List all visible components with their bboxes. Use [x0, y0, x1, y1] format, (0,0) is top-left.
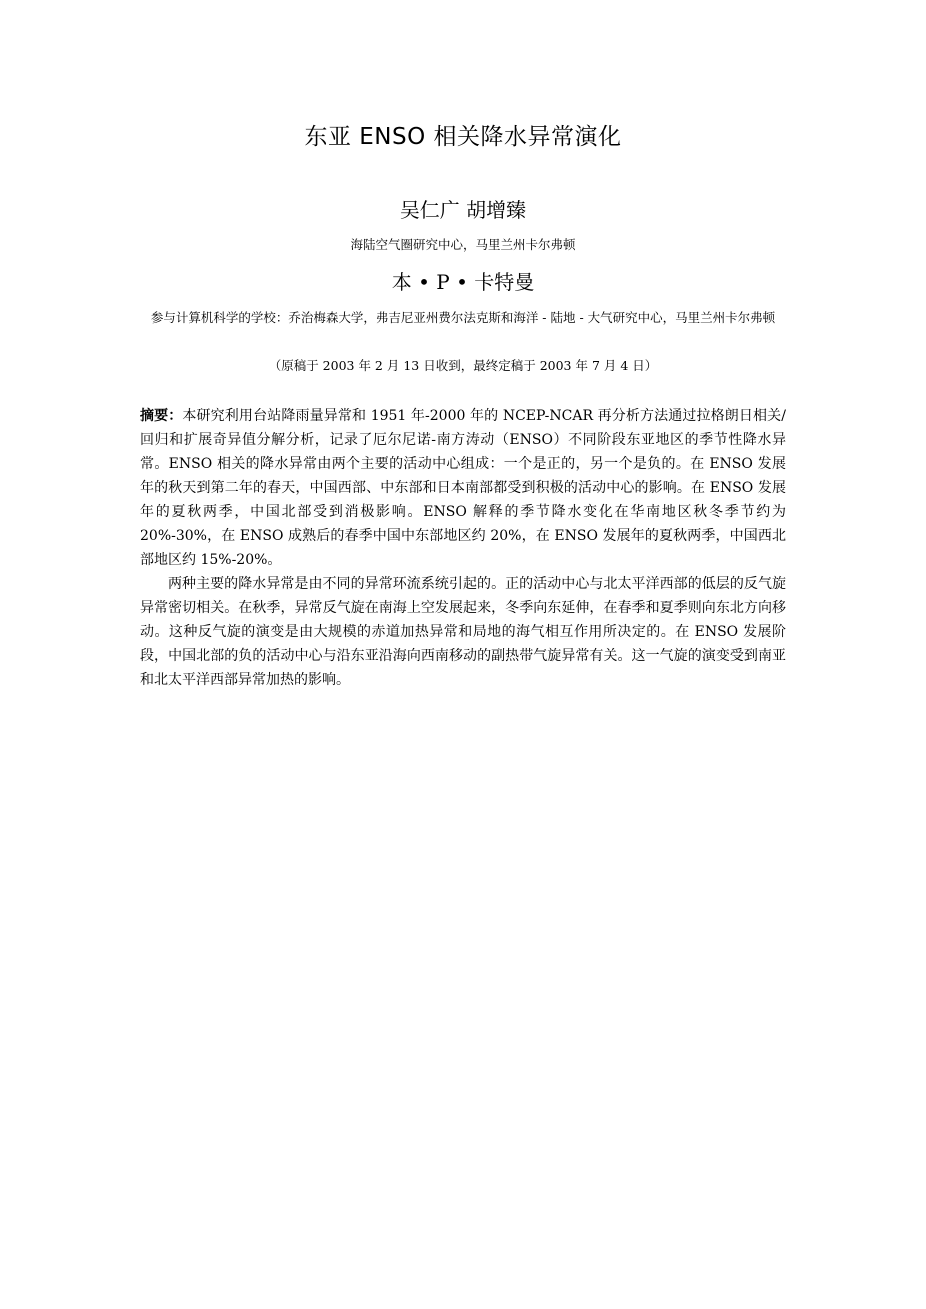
- affiliation-2: 参与计算机科学的学校：乔治梅森大学，弗吉尼亚州费尔法克斯和海洋 - 陆地 - 大气研究中心，马里兰州卡尔弗顿: [150, 310, 776, 325]
- paper-title: 东亚 ENSO 相关降水异常演化: [304, 124, 622, 150]
- author-line-2: 本 • P • 卡特曼: [391, 270, 535, 294]
- abstract: [140, 404, 786, 692]
- abstract-paragraph-2: 两种主要的降水异常是由不同的异常环流系统引起的。正的活动中心与北太平洋西部的低层的反气旋异常密切相关。在秋季，异常反气旋在南海上空发展起来，冬季向东延伸，在春季和夏季则向东北方向移动。这种反气旋的演变是由大规模的赤道加热异常和局地的海气相互作用所决定的。在 ENSO 发展阶段，中国北部的负的活动中心与沿东亚沿海向西南移动的副热带气旋异常有关。这一气旋的演变受到南亚和北太平洋西部异常加热的影响。: [140, 576, 786, 688]
- abstract-label: 摘要：: [140, 408, 183, 424]
- abstract-paragraph-1: [140, 404, 786, 572]
- author-line-1: 吴仁广 胡增臻: [399, 198, 527, 222]
- abstract-text-1: 本研究利用台站降雨量异常和 1951 年-2000 年的 NCEP-NCAR 再分析方法通过拉格朗日相关/回归和扩展奇异值分解分析，记录了厄尔尼诺-南方涛动（ENSO）不同阶段东亚地区的季节性降水异常。ENSO 相关的降水异常由两个主要的活动中心组成：一个是正的，另一个是负的。在 ENSO 发展年的秋天到第二年的春天，中国西部、中东部和日本南部都受到积极的活动中心的影响。在 ENSO 发展年的夏秋两季，中国北部受到消极影响。ENSO 解释的季节降水变化在华南地区秋冬季节约为 20%-30%，在 ENSO 成熟后的春季中国中东部地区约 20%，在 ENSO 发展年的夏秋两季，中国西北部地区约 15%-20%。: [140, 408, 787, 568]
- received-dates: （原稿于 2003 年 2 月 13 日收到，最终定稿于 2003 年 7 月 4 日）: [268, 358, 658, 373]
- affiliation-1: 海陆空气圈研究中心，马里兰州卡尔弗顿: [350, 237, 576, 252]
